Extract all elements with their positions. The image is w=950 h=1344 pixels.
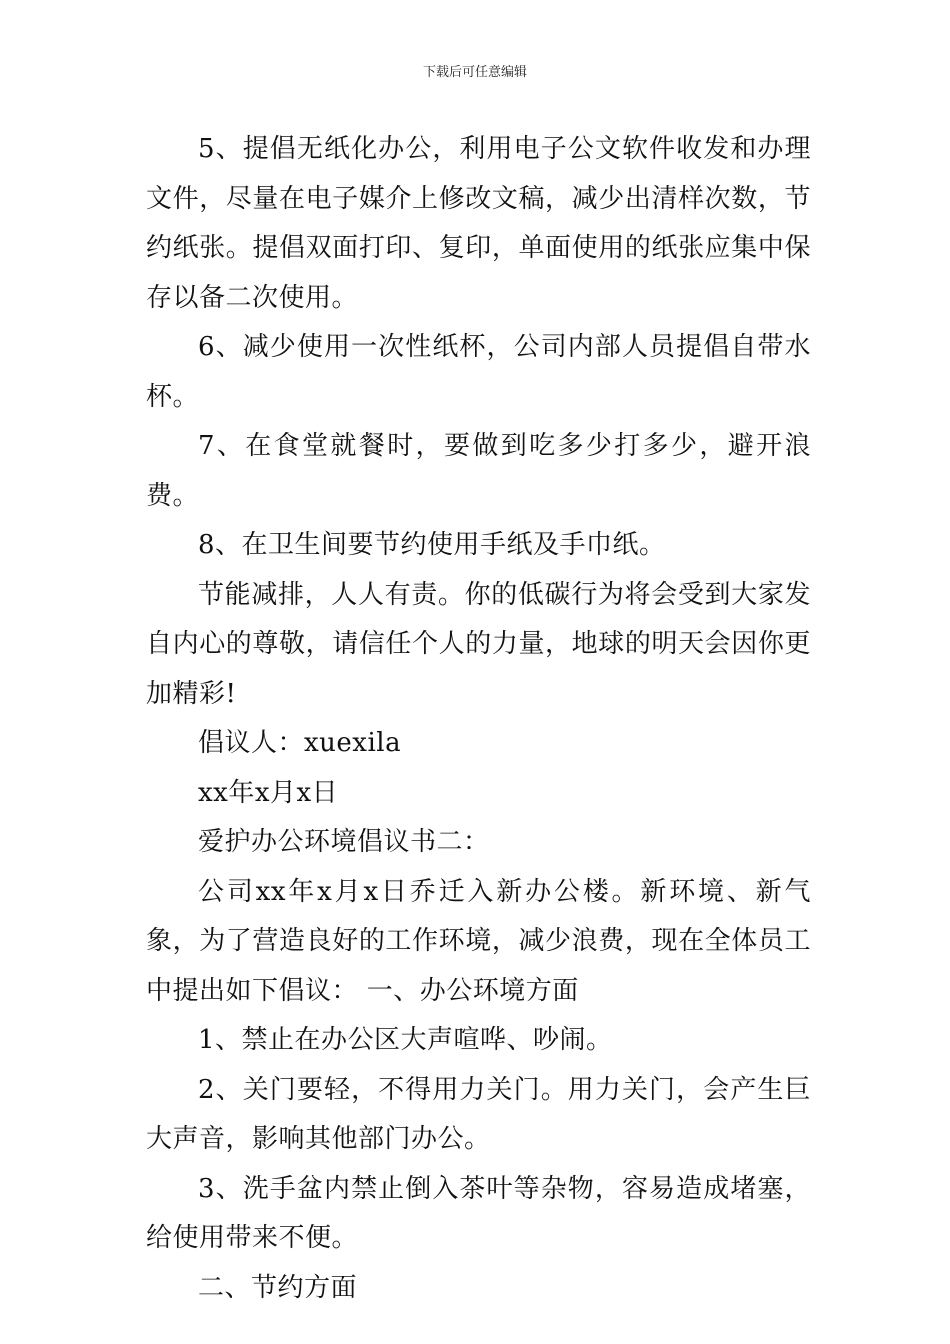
paragraph-item-5: 5、提倡无纸化办公，利用电子公文软件收发和办理文件，尽量在电子媒介上修改文稿，减少出清样次数，节约纸张。提倡双面打印、复印，单面使用的纸张应集中保存以备二次使用。 <box>146 134 811 313</box>
paragraph-item-8: 8、在卫生间要节约使用手纸及手巾纸。 <box>198 530 666 560</box>
document-body <box>146 125 811 1313</box>
paragraph-closing: 节能减排，人人有责。你的低碳行为将会受到大家发自内心的尊敬，请信任个人的力量，地球的明天会因你更加精彩! <box>146 579 811 709</box>
paragraph-item-7: 7、在食堂就餐时，要做到吃多少打多少，避开浪费。 <box>146 431 811 511</box>
subsection-heading: 二、节约方面 <box>198 1272 358 1303</box>
date-line: xx年x月x日 <box>198 777 339 808</box>
paragraph-rule-3: 3、洗手盆内禁止倒入茶叶等杂物，容易造成堵塞，给使用带来不便。 <box>146 1173 811 1253</box>
paragraph-rule-1: 1、禁止在办公区大声喧哗、吵闹。 <box>198 1025 613 1055</box>
section-title: 爱护办公环境倡议书二： <box>198 827 490 857</box>
page-header: 下载后可任意编辑 <box>422 65 527 80</box>
paragraph-item-6: 6、减少使用一次性纸杯，公司内部人员提倡自带水杯。 <box>146 332 811 412</box>
signature-line: 倡议人：xuexila <box>198 728 402 758</box>
paragraph-intro: 公司xx年x月x日乔迁入新办公楼。新环境、新气象，为了营造良好的工作环境，减少浪费，现在全体员工中提出如下倡议： 一、办公环境方面 <box>146 876 811 1006</box>
paragraph-rule-2: 2、关门要轻，不得用力关门。用力关门，会产生巨大声音，影响其他部门办公。 <box>146 1074 811 1154</box>
